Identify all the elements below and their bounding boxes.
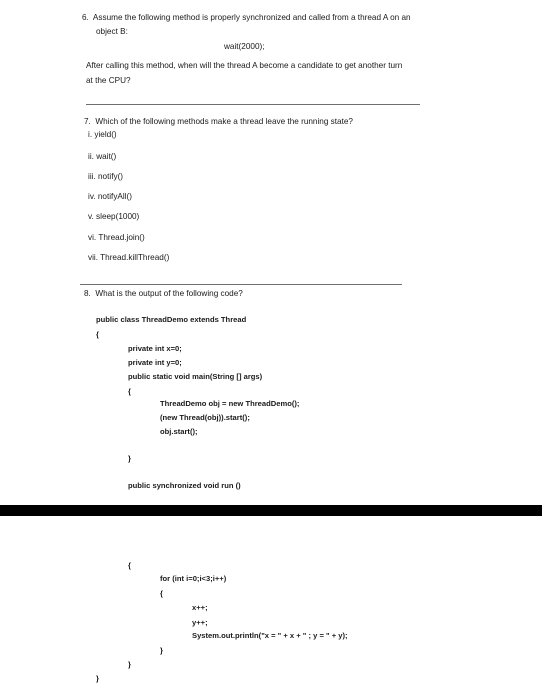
code-line: } xyxy=(128,454,131,463)
code-line: { xyxy=(128,561,131,570)
code-line: y++; xyxy=(192,618,208,627)
code-line: private int y=0; xyxy=(128,358,182,367)
code-line: public synchronized void run () xyxy=(128,481,241,490)
q6-after-1: After calling this method, when will the thread A become a candidate to get another turn xyxy=(86,61,403,70)
code-line: { xyxy=(160,589,163,598)
q6-line-2: object B: xyxy=(96,27,128,36)
q8-question: 8. What is the output of the following code? xyxy=(84,289,243,298)
code-line: public class ThreadDemo extends Thread xyxy=(96,315,247,324)
code-line: } xyxy=(160,646,163,655)
q6-code: wait(2000); xyxy=(224,42,265,51)
answer-line-q6 xyxy=(86,104,420,105)
code-line: x++; xyxy=(192,603,208,612)
code-line: } xyxy=(128,660,131,669)
q7-option-6: vi. Thread.join() xyxy=(88,233,145,242)
q7-option-7: vii. Thread.killThread() xyxy=(88,253,170,262)
q7-option-1: i. yield() xyxy=(88,130,117,139)
q7-option-4: iv. notifyAll() xyxy=(88,192,132,201)
code-line: { xyxy=(128,387,131,396)
q7-option-2: ii. wait() xyxy=(88,152,117,161)
q7-option-5: v. sleep(1000) xyxy=(88,212,140,221)
q7-option-3: iii. notify() xyxy=(88,172,124,181)
code-line: obj.start(); xyxy=(160,427,198,436)
code-line: System.out.println("x = " + x + " ; y = " + y); xyxy=(192,631,348,640)
code-line: { xyxy=(96,330,99,339)
code-line: for (int i=0;i<3;i++) xyxy=(160,574,227,583)
black-band xyxy=(0,505,542,516)
code-line: ThreadDemo obj = new ThreadDemo(); xyxy=(160,399,300,408)
answer-line-q7 xyxy=(80,284,402,285)
code-line: private int x=0; xyxy=(128,344,182,353)
code-line: public static void main(String [] args) xyxy=(128,372,263,381)
q6-after-2: at the CPU? xyxy=(86,76,131,85)
page-panel xyxy=(38,0,494,700)
code-line: (new Thread(obj)).start(); xyxy=(160,413,250,422)
q6-line-1: 6. Assume the following method is properly synchronized and called from a thread A on an xyxy=(82,13,411,22)
code-line: } xyxy=(96,674,99,683)
q7-question: 7. Which of the following methods make a thread leave the running state? xyxy=(84,117,353,126)
